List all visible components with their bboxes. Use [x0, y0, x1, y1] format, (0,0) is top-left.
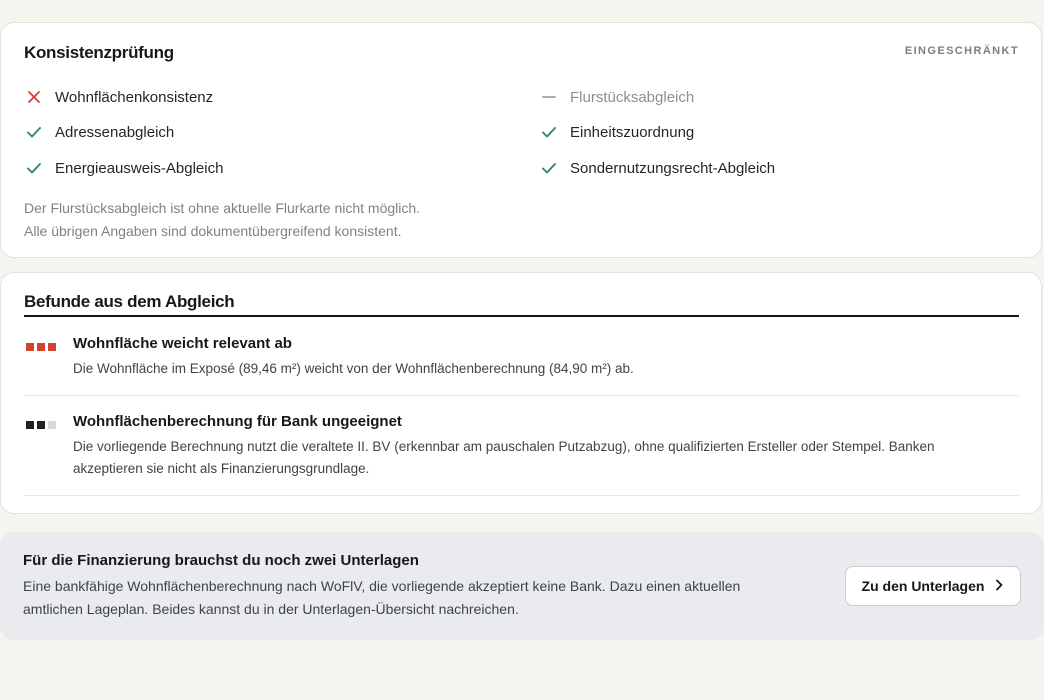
financing-callout [0, 532, 1044, 640]
finding-text: Die vorliegende Berechnung nutzt die veraltete II. BV (erkennbar am pauschalen Putzabzug), ohne qualifizierten Ersteller oder Stempel. Banken akzeptieren sie nicht als Finanzierungsgrundlage. [73, 439, 935, 476]
finding-item [24, 411, 1019, 496]
check-item-label: Wohnflächenkonsistenz [55, 88, 214, 106]
button-label: Zu den Unterlagen [861, 578, 985, 594]
severity-mark [37, 343, 45, 351]
financing-text: Eine bankfähige Wohnflächenberechnung nach WoFlV, die vorliegende akzeptiert keine Bank. Dazu einen aktuellen amtlichen Lageplan. Beides kannst du in der Unterlagen-Übersicht nachreichen. [23, 578, 741, 617]
check-icon [539, 158, 559, 178]
finding-title: Wohnfläche weicht relevant ab [73, 335, 292, 352]
finding-text: Die Wohnfläche im Exposé (89,46 m²) weicht von der Wohnflächenberechnung (84,90 m²) ab. [73, 361, 634, 376]
check-item-adressenabgleich [24, 121, 174, 143]
check-item-label: Einheitszuordnung [570, 123, 695, 141]
check-item-einheitszuordnung [539, 121, 694, 143]
note-line: Der Flurstücksabgleich ist ohne aktuelle Flurkarte nicht möglich. [24, 200, 421, 216]
severity-indicator [26, 421, 56, 429]
to-documents-button[interactable] [845, 566, 1021, 606]
severity-mark [48, 421, 56, 429]
check-item-flurstuecksabgleich [539, 86, 694, 108]
check-item-label: Adressenabgleich [55, 123, 175, 141]
check-item-label: Energieausweis-Abgleich [55, 159, 224, 177]
check-item-wohnflaechenkonsistenz [24, 86, 213, 108]
check-icon [24, 158, 44, 178]
check-item-sondernutzungsrecht-abgleich [539, 157, 775, 179]
findings-card [0, 272, 1042, 514]
check-icon [24, 122, 44, 142]
severity-mark [26, 421, 34, 429]
check-icon [539, 122, 559, 142]
chevron-right-icon [994, 578, 1004, 594]
severity-mark [37, 421, 45, 429]
heading-divider [24, 315, 1019, 317]
severity-indicator [26, 343, 56, 351]
status-badge: EINGESCHRÄNKT [904, 45, 1019, 57]
cross-icon [24, 87, 44, 107]
note-line: Alle übrigen Angaben sind dokumentübergreifend konsistent. [24, 223, 402, 239]
finding-item [24, 333, 1019, 396]
financing-title: Für die Finanzierung brauchst du noch zwei Unterlagen [23, 552, 419, 569]
check-item-label: Flurstücksabgleich [570, 88, 695, 106]
severity-mark [26, 343, 34, 351]
consistency-note [24, 197, 420, 243]
consistency-card [0, 22, 1042, 258]
dash-icon [539, 87, 559, 107]
check-item-energieausweis-abgleich [24, 157, 223, 179]
findings-title: Befunde aus dem Abgleich [24, 292, 235, 311]
finding-title: Wohnflächenberechnung für Bank ungeeignet [73, 413, 402, 430]
consistency-title: Konsistenzprüfung [24, 43, 174, 62]
severity-mark [48, 343, 56, 351]
check-item-label: Sondernutzungsrecht-Abgleich [570, 159, 776, 177]
